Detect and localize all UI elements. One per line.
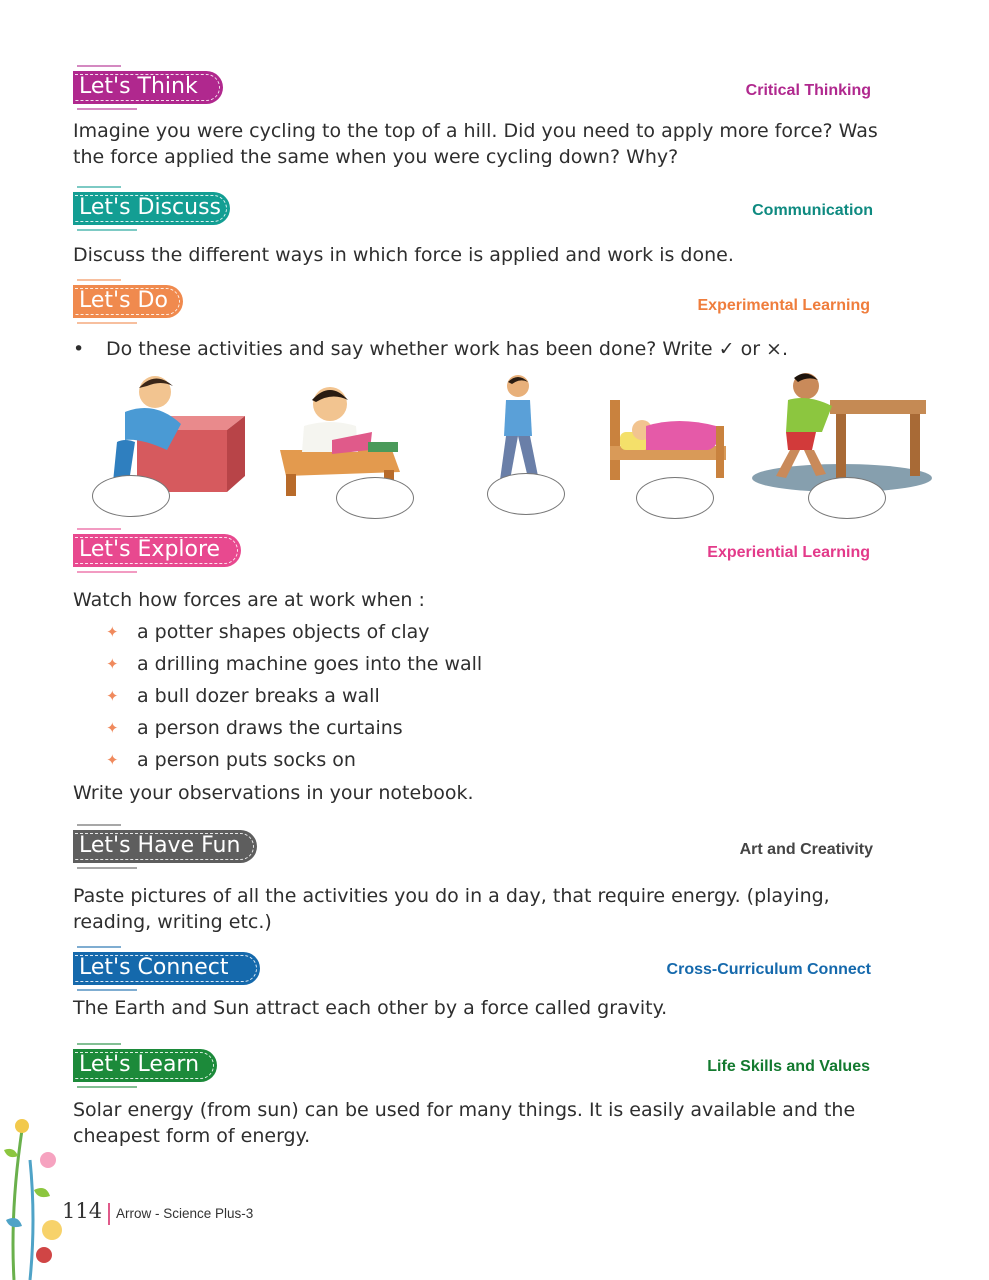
lets-think-tag: Let's Think: [73, 71, 223, 104]
communication-label: Communication: [752, 202, 873, 219]
think-paragraph: Imagine you were cycling to the top of a hill. Did you need to apply more force? Was the force applied the same when you were cycling down? Why?: [73, 120, 878, 168]
do-instruction: • Do these activities and say whether work has been done? Write ✓ or ×.: [73, 338, 789, 360]
critical-thinking-label: Critical Thinking: [745, 82, 871, 99]
list-item: ✦ a person puts socks on: [106, 745, 482, 777]
explore-outro: Write your observations in your notebook.: [73, 782, 474, 804]
page-number: 114: [62, 1199, 103, 1223]
experiential-learning-label: Experiential Learning: [707, 544, 870, 561]
star-bullet-icon: ✦: [106, 687, 119, 705]
lets-connect-tag: Let's Connect: [73, 952, 260, 985]
star-bullet-icon: ✦: [106, 655, 119, 673]
answer-oval-1[interactable]: [92, 475, 170, 517]
star-bullet-icon: ✦: [106, 719, 119, 737]
child-sleeping-illustration: [608, 386, 728, 486]
list-item: ✦ a drilling machine goes into the wall: [106, 649, 482, 681]
lets-discuss-tag: Let's Discuss: [73, 192, 230, 225]
experimental-learning-label: Experimental Learning: [697, 297, 870, 314]
explore-list: [106, 617, 482, 777]
fun-paragraph: Paste pictures of all the activities you do in a day, that require energy. (playing, reading, writing etc.): [73, 885, 830, 933]
lets-have-fun-tag: Let's Have Fun: [73, 830, 257, 863]
list-item: ✦ a potter shapes objects of clay: [106, 617, 482, 649]
list-item: ✦ a bull dozer breaks a wall: [106, 681, 482, 713]
flower-decoration: [0, 1090, 70, 1280]
art-and-creativity-label: Art and Creativity: [739, 841, 873, 858]
connect-paragraph: The Earth and Sun attract each other by a force called gravity.: [73, 997, 668, 1019]
lets-explore-tag: Let's Explore: [73, 534, 241, 567]
life-skills-label: Life Skills and Values: [707, 1058, 870, 1075]
answer-oval-4[interactable]: [636, 477, 714, 519]
explore-intro: Watch how forces are at work when :: [73, 589, 425, 611]
lets-learn-tag: Let's Learn: [73, 1049, 217, 1082]
lets-do-tag: Let's Do: [73, 285, 183, 318]
star-bullet-icon: ✦: [106, 623, 119, 641]
answer-oval-3[interactable]: [487, 473, 565, 515]
footer-divider: [108, 1203, 110, 1225]
book-title: Arrow - Science Plus-3: [116, 1206, 254, 1221]
answer-oval-2[interactable]: [336, 477, 414, 519]
learn-paragraph: Solar energy (from sun) can be used for many things. It is easily available and the cheapest form of energy.: [73, 1099, 856, 1147]
discuss-paragraph: Discuss the different ways in which force is applied and work is done.: [73, 244, 734, 266]
star-bullet-icon: ✦: [106, 751, 119, 769]
cross-curriculum-connect-label: Cross-Curriculum Connect: [666, 961, 871, 978]
answer-oval-5[interactable]: [808, 477, 886, 519]
list-item: ✦ a person draws the curtains: [106, 713, 482, 745]
